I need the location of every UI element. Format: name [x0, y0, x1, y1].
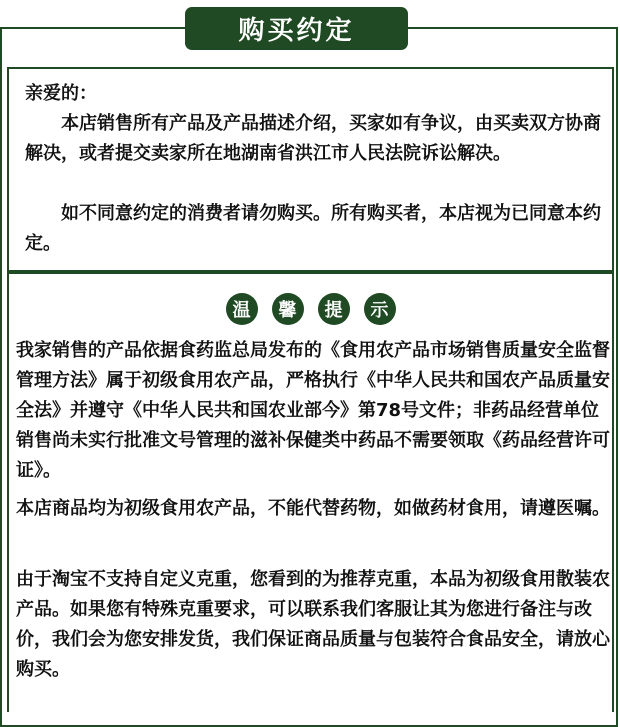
agreement-box [7, 67, 614, 272]
page-title: 购买约定 [185, 7, 408, 50]
tips-box [7, 272, 614, 712]
agreement-paragraph-1: 本店销售所有产品及产品描述介绍，买家如有争议，由买卖双方协商解决，或者提交卖家所在地湖南省洪江市人民法院诉讼解决。 [25, 113, 601, 164]
tips-heading [9, 293, 612, 327]
greeting-text: 亲爱的： [25, 83, 97, 104]
tips-heading-char: 示 [364, 293, 396, 325]
tips-heading-char: 馨 [272, 293, 304, 325]
agreement-paragraph-2: 如不同意约定的消费者请勿购买。所有购买者，本店视为已同意本约定。 [25, 203, 601, 254]
tips-paragraph-1: 我家销售的产品依据食药监总局发布的《食用农产品市场销售质量安全监督管理方法》属于初级食用农产品，严格执行《中华人民共和国农产品质量安全法》并遵守《中华人民共和国农业部今》第78号文件；非药品经营单位销售尚未实行批准文号管理的滋补保健类中药品不需要领取《药品经营许可证》。 [16, 340, 610, 481]
tips-paragraph-2: 本店商品均为初级食用农产品，不能代替药物，如做药材食用，请遵医嘱。 [16, 498, 610, 519]
tips-paragraph-3: 由于淘宝不支持自定义克重，您看到的为推荐克重，本品为初级食用散装农产品。如果您有特殊克重要求，可以联系我们客服让其为您进行备注与改价，我们会为您安排发货，我们保证商品质量与包装符合食品安全，请放心购买。 [16, 569, 610, 680]
tips-heading-char: 提 [318, 293, 350, 325]
tips-heading-char: 温 [226, 293, 258, 325]
